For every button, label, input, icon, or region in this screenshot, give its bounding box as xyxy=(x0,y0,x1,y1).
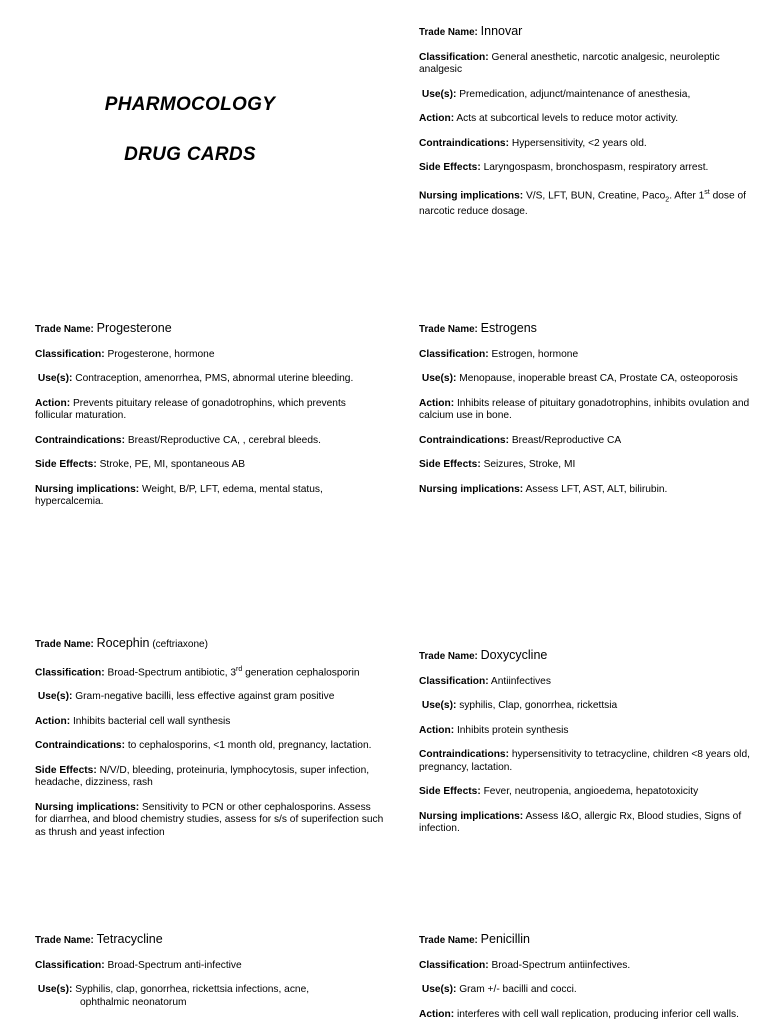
uses-value: Contraception, amenorrhea, PMS, abnormal uterine bleeding. xyxy=(75,373,354,384)
trade-name-value: Innovar xyxy=(480,24,523,38)
trade-name-label: Trade Name: xyxy=(35,935,94,946)
action-value: Acts at subcortical levels to reduce motor activity. xyxy=(456,113,679,124)
uses-value: Gram +/- bacilli and cocci. xyxy=(459,984,577,995)
trade-name-label: Trade Name: xyxy=(419,651,478,662)
trade-name-label: Trade Name: xyxy=(419,27,478,38)
trade-name-label: Trade Name: xyxy=(35,324,94,335)
trade-name-value: Doxycycline xyxy=(480,648,548,662)
nursing-label: Nursing implications: xyxy=(419,483,524,495)
uses-value: Gram-negative bacilli, less effective against gram positive xyxy=(75,691,335,703)
action-row xyxy=(35,398,385,423)
trade-name-value: Rocephin xyxy=(96,636,150,650)
trade-name-row xyxy=(35,637,385,652)
side-effects-label: Side Effects: xyxy=(419,162,481,173)
classification-row xyxy=(419,349,764,362)
contraindications-label: Contraindications: xyxy=(35,740,125,752)
uses-value: Menopause, inoperable breast CA, Prostate CA, osteoporosis xyxy=(459,373,738,384)
uses-label: Use(s): xyxy=(421,373,457,384)
side-effects-value: Stroke, PE, MI, spontaneous AB xyxy=(99,459,246,470)
contraindications-label: Contraindications: xyxy=(419,137,509,149)
uses-value-line-1: Syphilis, clap, gonorrhea, rickettsia infections, acne, xyxy=(75,984,310,995)
nursing-row xyxy=(35,484,385,509)
uses-label: Use(s): xyxy=(37,984,73,995)
nursing-superscript: st xyxy=(704,188,710,196)
drug-card-tetracycline xyxy=(35,933,385,1021)
classification-label: Classification: xyxy=(35,666,105,678)
contraindications-value: to cephalosporins, <1 month old, pregnancy, lactation. xyxy=(127,740,372,752)
side-effects-label: Side Effects: xyxy=(35,459,97,470)
contraindications-label: Contraindications: xyxy=(35,434,125,446)
contraindications-label: Contraindications: xyxy=(419,749,509,760)
action-value: Inhibits bacterial cell wall synthesis xyxy=(72,715,231,727)
uses-row xyxy=(35,691,385,704)
trade-name-row xyxy=(35,933,385,948)
trade-name-value: Estrogens xyxy=(480,321,537,335)
action-value: Prevents pituitary release of gonadotrophins, which prevents follicular maturation. xyxy=(35,397,346,421)
trade-name-row xyxy=(419,649,764,664)
action-label: Action: xyxy=(419,397,455,409)
trade-name-row xyxy=(419,933,764,948)
drug-card-doxycycline xyxy=(419,649,764,848)
classification-row xyxy=(419,676,764,689)
classification-value: Broad-Spectrum antiinfectives. xyxy=(491,959,631,971)
nursing-row xyxy=(419,811,764,836)
side-effects-value: Laryngospasm, bronchospasm, respiratory arrest. xyxy=(483,162,709,173)
uses-row xyxy=(35,984,385,1009)
trade-name-row xyxy=(35,322,385,337)
uses-value: Premedication, adjunct/maintenance of anesthesia, xyxy=(459,88,691,100)
side-effects-row xyxy=(419,459,764,472)
uses-row xyxy=(419,984,764,997)
action-row xyxy=(419,398,764,423)
classification-label: Classification: xyxy=(419,51,489,63)
trade-name-row xyxy=(419,322,764,337)
side-effects-row xyxy=(419,162,764,175)
uses-label: Use(s): xyxy=(37,373,73,384)
uses-row xyxy=(419,89,764,102)
classification-value: Estrogen, hormone xyxy=(491,348,579,360)
nursing-label: Nursing implications: xyxy=(419,810,524,822)
classification-value-b: generation cephalosporin xyxy=(242,666,360,678)
nursing-value: Weight, B/P, LFT, edema, mental status, hypercalcemia. xyxy=(35,483,323,507)
classification-value: Antiinfectives xyxy=(490,675,551,687)
uses-value-line-2: ophthalmic neonatorum xyxy=(80,996,187,1008)
nursing-label: Nursing implications: xyxy=(35,801,140,813)
classification-row xyxy=(35,664,385,680)
nursing-value-c: dose of narcotic reduce dosage. xyxy=(419,189,746,218)
page-title-line-1: PHARMOCOLOGY xyxy=(104,94,276,115)
contraindications-row xyxy=(35,435,385,448)
side-effects-row xyxy=(35,459,385,472)
nursing-value: Assess LFT, AST, ALT, bilirubin. xyxy=(525,483,668,495)
uses-label: Use(s): xyxy=(37,691,73,703)
trade-name-label: Trade Name: xyxy=(35,639,94,650)
action-row xyxy=(35,716,385,729)
action-label: Action: xyxy=(419,113,455,124)
classification-label: Classification: xyxy=(35,348,105,360)
contraindications-value: Breast/Reproductive CA xyxy=(511,434,622,446)
nursing-value: Sensitivity to PCN or other cephalosporins. Assess for diarrhea, and blood chemistry studies, assess for s/s of superifection such as thrush and yeast infection xyxy=(35,801,384,838)
classification-value: General anesthetic, narcotic analgesic, neuroleptic analgesic xyxy=(419,51,720,75)
action-row xyxy=(419,725,764,738)
classification-row xyxy=(35,349,385,362)
classification-superscript: rd xyxy=(236,665,243,673)
action-label: Action: xyxy=(35,397,71,409)
contraindications-row xyxy=(419,138,764,151)
classification-label: Classification: xyxy=(419,675,489,687)
trade-name-label: Trade Name: xyxy=(419,935,478,946)
drug-card-penicillin xyxy=(419,933,764,1033)
trade-name-row xyxy=(419,25,764,40)
nursing-value-b: . After 1 xyxy=(669,189,705,201)
trade-name-generic: (ceftriaxone) xyxy=(152,639,208,650)
uses-label: Use(s): xyxy=(421,700,457,711)
contraindications-row xyxy=(419,749,764,774)
contraindications-value: Breast/Reproductive CA, , cerebral bleeds. xyxy=(127,434,321,446)
classification-value: Broad-Spectrum anti-infective xyxy=(107,959,242,971)
side-effects-label: Side Effects: xyxy=(35,764,97,776)
trade-name-value: Penicillin xyxy=(480,932,530,946)
side-effects-row xyxy=(419,786,764,799)
nursing-row xyxy=(419,187,764,219)
uses-row xyxy=(35,373,385,386)
uses-value: syphilis, Clap, gonorrhea, rickettsia xyxy=(459,700,618,711)
drug-card-innovar xyxy=(419,25,764,231)
nursing-row xyxy=(35,802,385,840)
side-effects-value: Seizures, Stroke, MI xyxy=(483,459,576,470)
classification-label: Classification: xyxy=(35,959,105,971)
uses-row xyxy=(419,373,764,386)
contraindications-row xyxy=(35,740,385,753)
classification-label: Classification: xyxy=(419,348,489,360)
action-label: Action: xyxy=(35,715,71,727)
nursing-subscript: 2 xyxy=(665,195,670,203)
contraindications-value: hypersensitivity to tetracycline, children <8 years old, pregnancy, lactation. xyxy=(419,749,750,773)
drug-card-rocephin xyxy=(35,637,385,851)
trade-name-value: Tetracycline xyxy=(96,932,163,946)
contraindications-value: Hypersensitivity, <2 years old. xyxy=(511,137,647,149)
nursing-value-a: V/S, LFT, BUN, Creatine, Paco xyxy=(526,189,666,201)
classification-row xyxy=(419,960,764,973)
action-label: Action: xyxy=(419,724,455,736)
contraindications-label: Contraindications: xyxy=(419,434,509,446)
action-row xyxy=(419,113,764,126)
action-label: Action: xyxy=(419,1008,455,1020)
uses-row xyxy=(419,700,764,713)
drug-card-progesterone xyxy=(35,322,385,521)
classification-label: Classification: xyxy=(419,959,489,971)
nursing-label: Nursing implications: xyxy=(419,189,524,201)
side-effects-value: Fever, neutropenia, angioedema, hepatotoxicity xyxy=(483,786,699,797)
uses-label: Use(s): xyxy=(421,88,457,100)
action-value: Inhibits protein synthesis xyxy=(456,724,569,736)
nursing-row xyxy=(419,484,764,497)
uses-label: Use(s): xyxy=(421,984,457,995)
classification-row xyxy=(419,52,764,77)
nursing-label: Nursing implications: xyxy=(35,483,140,495)
page-title-line-2: DRUG CARDS xyxy=(124,144,256,165)
drug-card-estrogens xyxy=(419,322,764,508)
classification-value: Progesterone, hormone xyxy=(107,348,215,360)
side-effects-value: N/V/D, bleeding, proteinuria, lymphocytosis, super infection, headache, dizziness, rash xyxy=(35,764,370,789)
contraindications-row xyxy=(419,435,764,448)
side-effects-row xyxy=(35,765,385,790)
side-effects-label: Side Effects: xyxy=(419,786,481,797)
classification-value-a: Broad-Spectrum antibiotic, 3 xyxy=(107,666,237,678)
classification-row xyxy=(35,960,385,973)
trade-name-label: Trade Name: xyxy=(419,324,478,335)
action-value: Inhibits release of pituitary gonadotrophins, inhibits ovulation and calcium use in bone. xyxy=(419,397,750,421)
trade-name-value: Progesterone xyxy=(96,321,172,335)
action-value: interferes with cell wall replication, producing inferior cell walls. xyxy=(456,1008,739,1020)
action-row xyxy=(419,1009,764,1022)
side-effects-label: Side Effects: xyxy=(419,459,481,470)
nursing-value: Assess I&O, allergic Rx, Blood studies, Signs of infection. xyxy=(419,810,742,834)
